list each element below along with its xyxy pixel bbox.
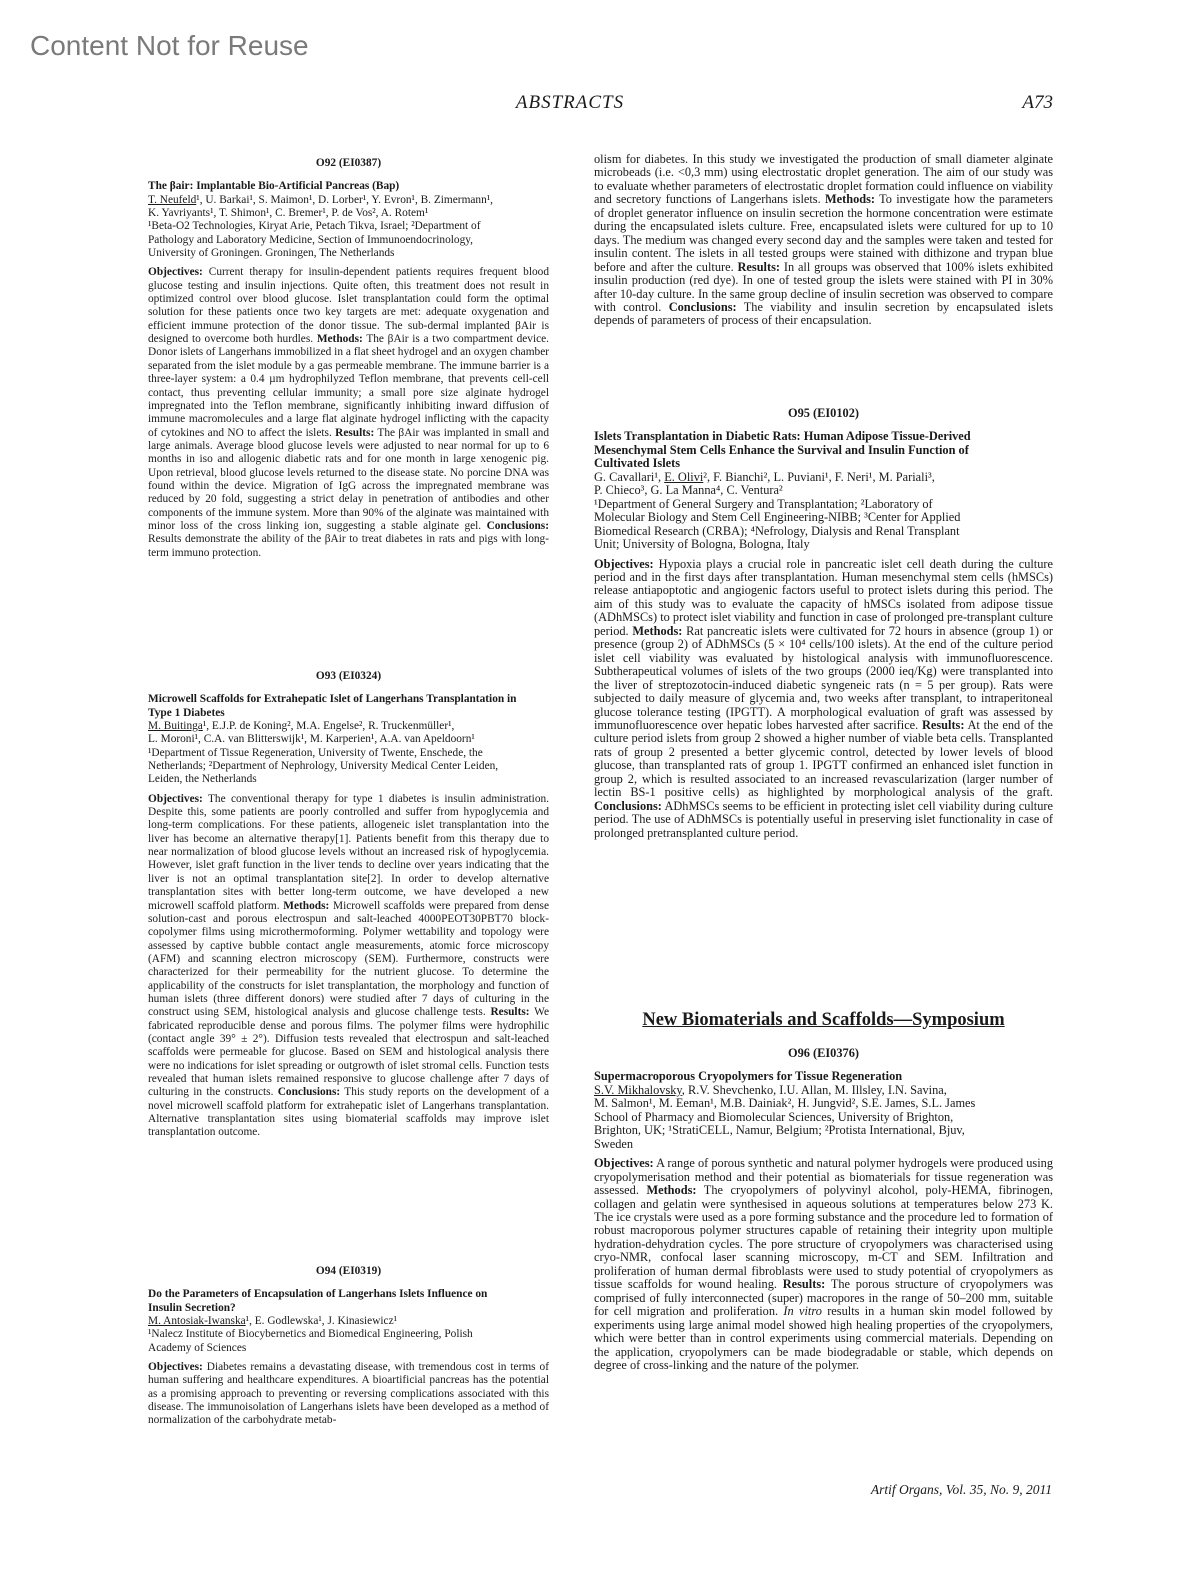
affiliation xyxy=(594,1111,1053,1151)
body-text: olism for diabetes. In this study we investigated the production of small diameter alginate microbeads (i.e. <0,3 mm) using electrostatic droplet generation. The aim of our study was to evaluate whether parameters of electrostatic droplet formation could influence on viability and secretory functions of Langerhans islets. xyxy=(594,152,1053,207)
abstract-title xyxy=(594,1070,1053,1083)
affiliation-line: Leiden, the Netherlands xyxy=(148,773,257,786)
italic-text: In vitro xyxy=(783,1304,822,1319)
abstract-body xyxy=(148,793,549,1140)
author-line xyxy=(594,471,1053,484)
author-list xyxy=(594,471,1053,498)
title-line: Microwell Scaffolds for Extrahepatic Islet of Langerhans Transplantation in xyxy=(148,693,517,706)
abstract-body xyxy=(594,1157,1053,1372)
author-names: ², F. Bianchi², L. Puviani¹, F. Neri¹, M. Pariali³, xyxy=(703,469,935,484)
author-list xyxy=(148,720,549,747)
presenting-author: M. Antosiak-Iwanska xyxy=(148,1315,246,1328)
title-line: Do the Parameters of Encapsulation of Langerhans Islets Influence on xyxy=(148,1288,488,1301)
author-names: ¹, E. Godlewska¹, J. Kinasiewicz¹ xyxy=(245,1315,398,1328)
abstract-o94 xyxy=(148,1265,549,1428)
section-label: Methods: xyxy=(283,899,330,912)
section-label: Objectives: xyxy=(594,1156,654,1171)
title-line: Mesenchymal Stem Cells Enhance the Survival and Insulin Function of xyxy=(594,442,969,457)
author-names: K. Yavriyants¹, T. Shimon¹, C. Bremer¹, P. de Vos², A. Rotem¹ xyxy=(148,207,429,220)
section-label: Results: xyxy=(782,1277,826,1292)
abstract-o94-continuation xyxy=(594,153,1053,328)
abstract-o92 xyxy=(148,157,549,560)
presenting-author: M. Buitinga xyxy=(148,720,203,733)
body-text: The conventional therapy for type 1 diabetes is insulin administration. Despite this, some patients are poorly controlled and suffer from hypoglycemia and long-term complications. For these patients, allogeneic islet transplantation into the liver has become an alternative therapy[1]. Patients benefit from this therapy due to near normalization of blood glucose levels without an increased risk of hypoglycemia. However, islet graft function in the liver tends to decline over years indicating that the liver is not an optimal transplantation site[2]. In order to develop alternative transplantation sites with better long-term outcome, we have developed a new microwell scaffold platform. xyxy=(148,792,549,912)
author-names: P. Chieco³, G. La Manna⁴, C. Ventura² xyxy=(594,483,783,498)
journal-citation: Artif Organs, Vol. 35, No. 9, 2011 xyxy=(870,1482,1052,1497)
author-names: L. Moroni¹, C.A. van Blitterswijk¹, M. Karperien¹, A.A. van Apeldoorn¹ xyxy=(148,733,475,746)
abstract-id: O95 (EI0102) xyxy=(788,406,859,420)
affiliation xyxy=(148,220,549,260)
abstract-body xyxy=(594,558,1053,841)
body-text: The porous structure of cryopolymers was comprised of fully interconnected (super) macropores in the range of 50–200 mm, suitable for cell migration and proliferation. xyxy=(594,1277,1054,1319)
author-list xyxy=(148,1315,549,1328)
body-text: The βAir was implanted in small and large animals. Average blood glucose levels were adjusted to near normal for up to 6 months in iso and allogenic diabetic rats and for one month in large xenogenic pig. Upon retrieval, blood glucose levels returned to the disease state. No porcine DNA was found within the device. Migration of IgG across the impregnated membrane was reduced by 20 fold, suggesting a strict delay in penetration of antibodies and other components of the immune system. More than 90% of the alginate was maintained with minor loss of the cross linking ion, suggesting a stable alginate gel. xyxy=(148,426,549,532)
body-text: The cryopolymers of polyvinyl alcohol, poly-HEMA, fibrinogen, collagen and gelatin were synthesised in aqueous solutions at temperatures below 273 K. The ice crystals were used as a pore forming substance and the procedure led to formation of robust macroporous polymer structures capable of retaining their integrity upon multiple hydration-dehydration cycles. The pore structure of cryopolymers was characterised using cryo-NMR, confocal laser scanning microscopy, m-CT and SEM. Infiltration and proliferation of human dermal fibroblasts were used to study potential of cryopolymers as tissue scaffolds for wound healing. xyxy=(594,1183,1054,1292)
body-text: Rat pancreatic islets were cultivated for 72 hours in absence (group 1) or presence (group 2) of ADhMSCs (5 × 10⁴ cells/100 islets). At the end of the culture period islet cell viability was evaluated by histological analysis with immunofluorescence. Subtherapeutical volumes of islets of the two groups (2000 ieq/Kg) were transplanted into the liver of streptozotocin-induced diabetic syngeneic rats (n = 5 per group). Rats were subjected to daily measure of glycemia and, two weeks after transplant, to intraperitoneal glucose tolerance testing (IPGTT). A morphological evaluation of graft was assessed by immunofluorescence over hepatic lobes harvested after sacrifice. xyxy=(594,623,1053,732)
body-text: Hypoxia plays a crucial role in pancreatic islet cell death during the culture period and in the first days after transplantation. Human mesenchymal stem cells (hMSCs) release antiapoptotic and angiogenic factors useful to protect islets during this period. The aim of this study was to evaluate the capacity of hMSCs isolated from adipose tissue (ADhMSCs) to protect islet viability and function in case of prolonged pre-transplant culture period. xyxy=(594,556,1053,638)
body-text: Results demonstrate the ability of the βAir to treat diabetes in rats and pigs with long-term immuno protection. xyxy=(148,533,549,559)
author-line xyxy=(594,484,1053,497)
author-names: ¹, U. Barkai¹, S. Maimon¹, D. Lorber¹, Y. Evron¹, B. Zimermann¹, xyxy=(196,193,494,206)
author-names: , R.V. Shevchenko, I.U. Allan, M. Illsley, I.N. Savina, xyxy=(681,1082,947,1097)
affiliation-line: ¹Beta-O2 Technologies, Kiryat Arie, Petach Tikva, Israel; ²Department of xyxy=(148,220,481,233)
abstract-title xyxy=(148,1288,549,1315)
title-line: Type 1 Diabetes xyxy=(148,706,225,719)
abstract-id: O92 (EI0387) xyxy=(315,157,382,169)
body-text: This study reports on the development of a novel microwell scaffold platform for extrahepatic islet of Langerhans transplantation. Alternative transplantation sites using biomaterial scaffolds may improve islet transplantation outcome. xyxy=(148,1086,549,1139)
author-names: ¹, E.J.P. de Koning², M.A. Engelse², R. Truckenmüller¹, xyxy=(202,720,455,733)
affiliation-line: Academy of Sciences xyxy=(148,1341,247,1354)
body-text: results in a human skin model followed by experiments using large animal model showed high healing properties of the cryopolymers, which were better than in control experiments using commercial materials. Depending on the application, cryopolymers can be made biodegradable or stable, which depends on degree of cross-linking and the nature of the polymer. xyxy=(594,1304,1053,1372)
page-number: A73 xyxy=(1022,92,1053,113)
title-line: Cultivated Islets xyxy=(594,456,681,471)
body-text: The βAir is a two compartment device. Donor islets of Langerhans immobilized in a flat sheet hydrogel and an oxygen chamber separated from the islet module by a gas permeable membrane. The immune barrier is a three-layer system: a 0.4 µm hydrophilyzed Teflon membrane, that prevents cell-cell contact, thus preventing cellular immunity; a small pore size alginate hydrogel impregnated into the Teflon membrane, significantly inhibiting inward diffusion of immune macromolecules and a large flat alginate hydrogel inflicting with the capacity of cytokines and NO to affect the islets. xyxy=(148,333,550,439)
abstract-body xyxy=(148,1361,549,1428)
section-label: Conclusions: xyxy=(277,1086,341,1099)
section-label: Methods: xyxy=(824,192,876,207)
title-line: The βair: Implantable Bio-Artificial Pancreas (Bap) xyxy=(148,180,400,193)
affiliation-line: Netherlands; ²Department of Nephrology, University Medical Center Leiden, xyxy=(148,760,499,773)
presenting-author: E. Olivi xyxy=(664,469,704,484)
section-label: Methods: xyxy=(316,333,363,346)
section-label: Results: xyxy=(490,1006,530,1019)
section-label: Methods: xyxy=(632,623,683,638)
affiliation-line: ¹Department of Tissue Regeneration, University of Twente, Enschede, the xyxy=(148,746,483,759)
abstract-id: O94 (EI0319) xyxy=(315,1265,382,1277)
body-text: A range of porous synthetic and natural polymer hydrogels were produced using cryopolymerisation method and their potential as biomaterials for tissue regeneration was assessed. xyxy=(594,1156,1053,1198)
affiliation-line: Brighton, UK; ¹StratiCELL, Namur, Belgium; ²Protista International, Bjuv, xyxy=(594,1123,965,1138)
section-title: New Biomaterials and Scaffolds—Symposium xyxy=(642,1010,1005,1030)
affiliation-line: Molecular Biology and Stem Cell Engineering-NIBB; ³Center for Applied xyxy=(594,510,961,525)
body-text: ADhMSCs seems to be efficient in protecting islet cell viability during culture period. The use of ADhMSCs is potentially useful in preserving islet functionality in case of prolonged pretransplanted culture period. xyxy=(594,798,1053,840)
section-label: Objectives: xyxy=(148,792,203,805)
affiliation-line: Biomedical Research (CRBA); ⁴Nefrology, Dialysis and Renal Transplant xyxy=(594,523,960,538)
abstract-id: O96 (EI0376) xyxy=(788,1046,859,1060)
author-list xyxy=(594,1084,1053,1111)
abstract-title xyxy=(594,430,1053,470)
affiliation-line: ¹Department of General Surgery and Transplantation; ²Laboratory of xyxy=(594,496,933,511)
body-text: At the end of the culture period islets from group 2 showed a higher number of viable beta cells. Transplanted rats of group 2 presented a better glycemic control, detected by lower levels of blood glucose, than transplanted rats of group 1. IPGTT confirmed an enhanced islet function in group 2, which is resulted associated to an increased revascularization (larger number of lectin BS-1 positive cells) as highlighted by morphological analysis of the graft. xyxy=(594,717,1053,800)
title-line: Islets Transplantation in Diabetic Rats: Human Adipose Tissue-Derived xyxy=(594,429,971,444)
body-text: Microwell scaffolds were prepared from dense solution-cast and porous electrospun and salt-leached 4000PEOT30PBT70 block-copolymer films using microthermoforming. Polymer wettability and topology were assessed by captive bubble contact angle measurements, atomic force microscopy (AFM) and scanning electron microscopy (SEM). Furthermore, constructs were characterized for their permeability for the nutrient glucose. To determine the applicability of the constructs for islet transplantation, the morphology and function of human islets (three different donors) were studied after 7 days of culturing in the construct using SEM, histological analysis and glucose challenge tests. xyxy=(148,899,549,1019)
abstract-id: O93 (EI0324) xyxy=(315,670,382,682)
abstract-title xyxy=(148,693,549,720)
body-text: Current therapy for insulin-dependent patients requires frequent blood glucose testing and insulin injections. Quite often, this treatment does not result in optimized control over blood glucose. Islet transplantation could form the optimal solution for these patients once two key targets are met: adequate oxygenation and efficient immune protection of the donor tissue. The sub-dermal implanted βAir is designed to overcome both hurdles. xyxy=(148,266,549,346)
affiliation xyxy=(594,498,1053,552)
title-line: Supermacroporous Cryopolymers for Tissue Regeneration xyxy=(594,1069,903,1084)
running-head xyxy=(0,92,1200,116)
author-line xyxy=(148,194,549,207)
section-label: Results: xyxy=(335,426,375,439)
abstract-body xyxy=(148,266,549,560)
affiliation-line: ¹Nalecz Institute of Biocybernetics and Biomedical Engineering, Polish xyxy=(148,1328,473,1341)
affiliation xyxy=(148,1328,549,1355)
section-label: Objectives: xyxy=(594,556,654,571)
affiliation-line: Unit; University of Bologna, Bologna, Italy xyxy=(594,537,810,552)
abstract-title xyxy=(148,180,549,193)
section-label: Conclusions: xyxy=(668,299,737,314)
section-label: Methods: xyxy=(646,1183,697,1198)
section-label: Conclusions: xyxy=(594,798,662,813)
presenting-author: S.V. Mikhalovsky xyxy=(594,1082,682,1097)
author-line xyxy=(594,1084,1053,1097)
author-line xyxy=(594,1097,1053,1110)
author-list xyxy=(148,194,549,221)
author-name: G. Cavallari¹, xyxy=(594,469,665,484)
abstract-o95 xyxy=(594,407,1053,840)
abstract-body xyxy=(594,153,1053,328)
abstract-o96 xyxy=(594,1047,1053,1372)
watermark: Content Not for Reuse xyxy=(30,30,309,61)
section-label: Conclusions: xyxy=(486,519,549,532)
running-head-title: ABSTRACTS xyxy=(515,92,625,113)
body-text: The viability and insulin secretion by encapsulated islets depends of parameters of process of their encapsulation. xyxy=(594,299,1053,328)
body-text: We fabricated reproducible dense and porous films. The polymer films were hydrophilic (contact angle 39° ± 2°). Diffusion tests revealed that electrospun and salt-leached scaffolds were permeable for glucose. Based on SEM and histological analysis there were no indications for islet spreading or outgrowth of islet stromal cells. Function tests revealed that human islets remained responsive to glucose challenge after 7 days of culturing in the constructs. xyxy=(148,1006,549,1099)
author-line xyxy=(148,207,549,220)
author-line xyxy=(148,733,549,746)
body-text: To investigate how the parameters of droplet generator influence on insulin secretion the hormone concentration were estimate during the encapsulated islets culture. Free, encapsulated islets were cultured for up to 10 days. The medium was changed every second day and the samples were taken and tested for insulin content. The islets in all tested groups were stained with dithizone and trypan blue before and after the culture. xyxy=(594,192,1053,274)
affiliation xyxy=(148,747,549,787)
author-names: M. Salmon¹, M. Eeman¹, M.B. Dainiak², H. Jungvid², S.E. James, S.L. James xyxy=(594,1096,976,1111)
affiliation-line: Pathology and Laboratory Medicine, Section of Immunoendocrinology, xyxy=(148,233,474,246)
affiliation-line: School of Pharmacy and Biomolecular Sciences, University of Brighton, xyxy=(594,1109,954,1124)
presenting-author: T. Neufeld xyxy=(148,193,197,206)
affiliation-line: University of Groningen. Groningen, The Netherlands xyxy=(148,247,395,260)
author-line xyxy=(148,1315,549,1328)
body-text: In all groups was observed that 100% islets exhibited insulin production (red dye). In one of tested group the islets were stained with PI in 30% after 10-day culture. In the same group decline of insulin secretion was observed to compare with control. xyxy=(594,259,1053,314)
abstract-o93 xyxy=(148,670,549,1140)
title-line: Insulin Secretion? xyxy=(148,1301,236,1314)
affiliation-line: Sweden xyxy=(594,1136,634,1151)
section-label: Results: xyxy=(921,717,965,732)
section-label: Results: xyxy=(737,259,781,274)
body-text: Diabetes remains a devastating disease, with tremendous cost in terms of human suffering and healthcare expenditures. A bioartificial pancreas has the potential as a promising approach to preventing or reversing complications associated with this disease. The immunoisolation of Langerhans islets have been developed as a method of normalization of the carbohydrate metab- xyxy=(148,1361,549,1427)
section-label: Objectives: xyxy=(148,1361,203,1374)
author-line xyxy=(148,720,549,733)
section-label: Objectives: xyxy=(148,266,203,279)
